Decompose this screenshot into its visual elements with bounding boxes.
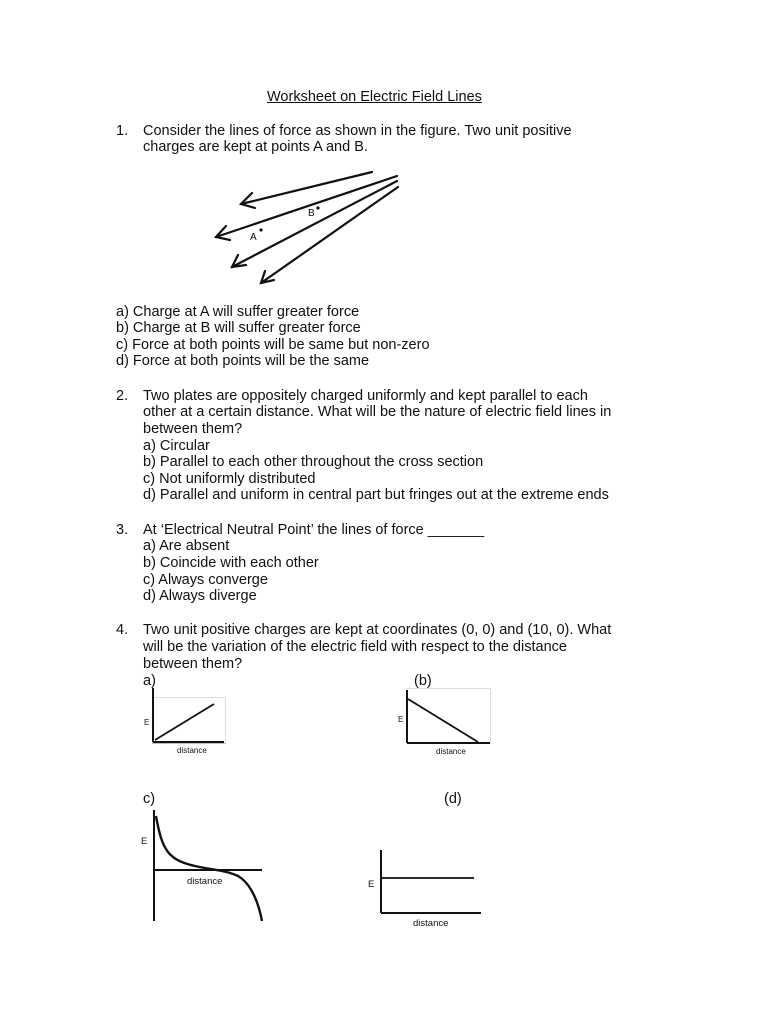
question-4-text-line: between them? <box>143 656 243 672</box>
graph-a-x-label: distance <box>177 746 207 755</box>
question-3-option: b) Coincide with each other <box>143 555 319 571</box>
graph-c-option-label: c) <box>143 791 156 807</box>
question-2-text-line: Two plates are oppositely charged uniformly and kept parallel to each <box>143 388 588 404</box>
question-3-option: a) Are absent <box>143 538 230 554</box>
question-1-option: b) Charge at B will suffer greater force <box>116 320 361 336</box>
question-3-number: 3. <box>116 522 129 538</box>
question-1-number: 1. <box>116 123 129 139</box>
graph-d-option-label: (d) <box>444 791 462 807</box>
graph-a-y-label: E <box>144 718 150 727</box>
question-4-text-line: will be the variation of the electric field with respect to the distance <box>143 639 567 655</box>
question-2-text-line: between them? <box>143 421 243 437</box>
question-3-option: c) Always converge <box>143 572 268 588</box>
question-1-option: a) Charge at A will suffer greater force <box>116 304 360 320</box>
question-2-number: 2. <box>116 388 129 404</box>
question-3-option: d) Always diverge <box>143 588 257 604</box>
question-1-option: c) Force at both points will be same but non-zero <box>116 337 430 353</box>
question-2-option: c) Not uniformly distributed <box>143 471 316 487</box>
question-2-option: b) Parallel to each other throughout the cross section <box>143 454 484 470</box>
question-1-text-line: Consider the lines of force as shown in the figure. Two unit positive <box>143 123 572 139</box>
graph-c-x-label: distance <box>187 876 223 887</box>
point-a-label: A <box>250 232 257 243</box>
question-2-text-line: other at a certain distance. What will be the nature of electric field lines in <box>143 404 612 420</box>
graph-d-x-label: distance <box>413 918 449 929</box>
graph-c-y-label: E <box>141 836 148 847</box>
question-4-text-line: Two unit positive charges are kept at coordinates (0, 0) and (10, 0). What <box>143 622 612 638</box>
question-2-option: a) Circular <box>143 438 210 454</box>
graph-d-y-label: E <box>368 879 375 890</box>
question-1-option: d) Force at both points will be the same <box>116 353 370 369</box>
graph-b-y-label: E <box>398 715 404 724</box>
graph-a-option-label: a) <box>143 673 156 689</box>
question-1-text-line: charges are kept at points A and B. <box>143 139 368 155</box>
question-4-number: 4. <box>116 622 129 638</box>
worksheet-title: Worksheet on Electric Field Lines <box>267 89 482 105</box>
point-b-label: B <box>308 208 315 219</box>
question-3-text-line: At ‘Electrical Neutral Point’ the lines of force _______ <box>143 522 485 538</box>
question-2-option: d) Parallel and uniform in central part but fringes out at the extreme ends <box>143 487 609 503</box>
graph-b-option-label: (b) <box>414 673 432 689</box>
graph-b-x-label: distance <box>436 747 466 756</box>
